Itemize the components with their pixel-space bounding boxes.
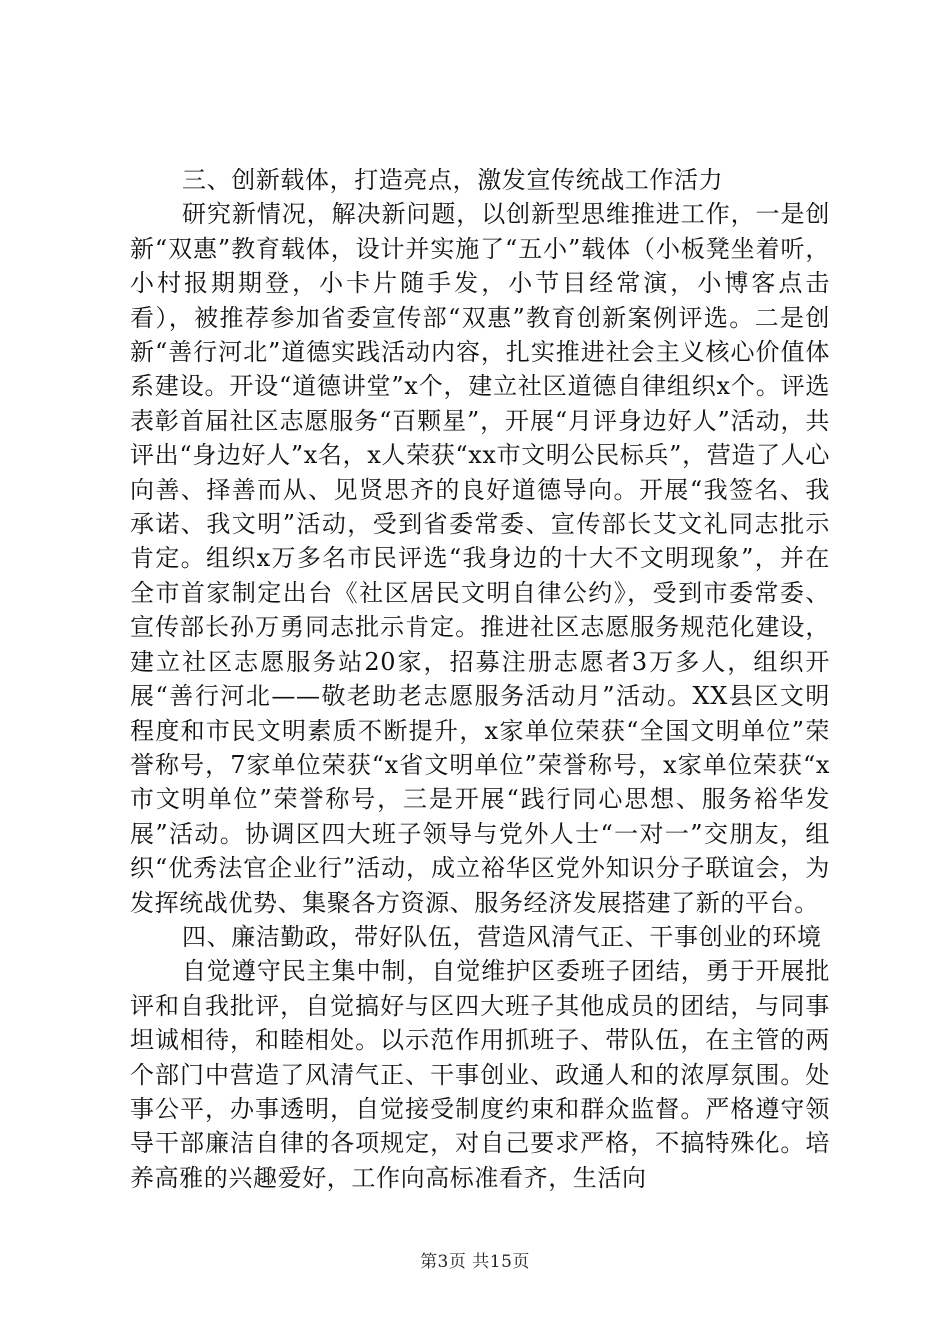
section-heading-4: 四、廉洁勤政，带好队伍，营造风清气正、干事创业的环境	[182, 922, 822, 951]
page-number-footer: 第3页 共15页	[420, 1252, 530, 1272]
body-paragraph-1: 研究新情况，解决新问题，以创新型思维推进工作，一是创新“双惠”教育载体，设计并实施了“五小”载体（小板凳坐着听，小村报期期登，小卡片随手发，小节目经常演，小博客点击看），被推荐参加省委宣传部“双惠”教育创新案例评选。二是创新“善行河北”道德实践活动内容，扎实推进社会主义核心价值体系建设。开设“道德讲堂”x个，建立社区道德自律组织x个。评选表彰首届社区志愿服务“百颗星”，开展“月评身边好人”活动，共评出“身边好人”x名，x人荣获“xx市文明公民标兵”，营造了人心向善、择善而从、见贤思齐的良好道德导向。开展“我签名、我承诺、我文明”活动，受到省委常委、宣传部长艾文礼同志批示肯定。组织x万多名市民评选“我身边的十大不文明现象”，并在全市首家制定出台《社区居民文明自律公约》，受到市委常委、宣传部长孙万勇同志批示肯定。推进社区志愿服务规范化建设，建立社区志愿服务站20家，招募注册志愿者3万多人，组织开展“善行河北——敬老助老志愿服务活动月”活动。XX县区文明程度和市民文明素质不断提升，x家单位荣获“全国文明单位”荣誉称号，7家单位荣获“x省文明单位”荣誉称号，x家单位荣获“x市文明单位”荣誉称号，三是开展“践行同心思想、服务裕华发展”活动。协调区四大班子领导与党外人士“一对一”交朋友，组织“优秀法官企业行”活动，成立裕华区党外知识分子联谊会，为发挥统战优势、集聚各方资源、服务经济发展搭建了新的平台。	[130, 200, 830, 917]
body-paragraph-2: 自觉遵守民主集中制，自觉维护区委班子团结，勇于开展批评和自我批评，自觉搞好与区四大班子其他成员的团结，与同事坦诚相待，和睦相处。以示范作用抓班子、带队伍，在主管的两个部门中营造了风清气正、干事创业、政通人和的浓厚氛围。处事公平，办事透明，自觉接受制度约束和群众监督。严格遵守领导干部廉洁自律的各项规定，对自己要求严格，不搞特殊化。培养高雅的兴趣爱好，工作向高标准看齐，生活向	[130, 957, 830, 1192]
section-heading-3: 三、创新载体，打造亮点，激发宣传统战工作活力	[182, 166, 724, 194]
document-body	[130, 163, 830, 1195]
